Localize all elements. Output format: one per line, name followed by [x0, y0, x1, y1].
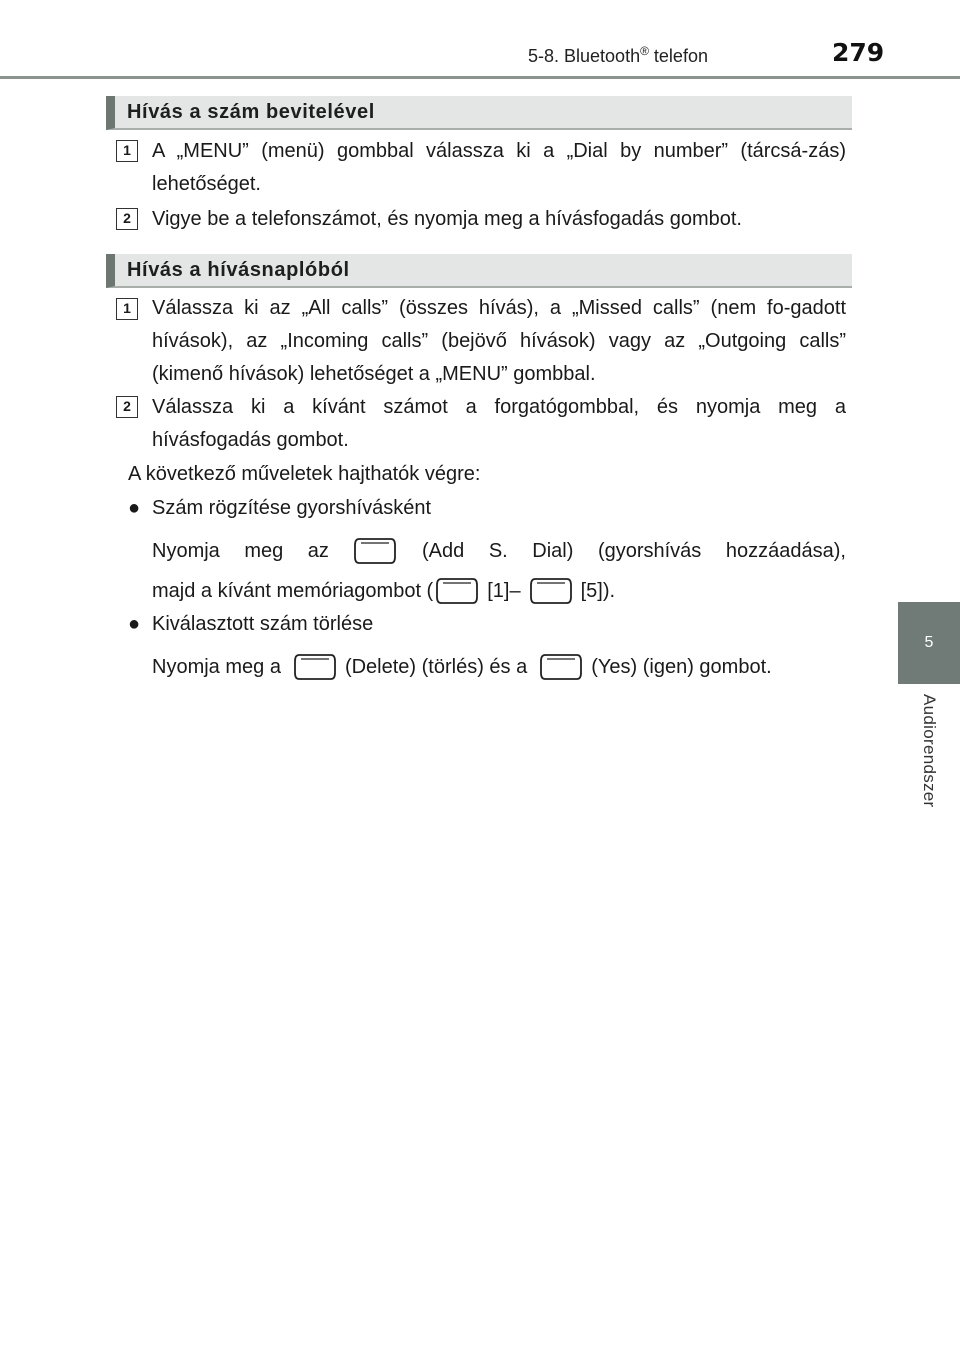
softkey-button-icon[interactable] — [435, 577, 479, 605]
section-heading-call-history — [106, 254, 852, 288]
step-text: Válassza ki az „All calls” (összes hívás), a „Missed calls” (nem fo-gadott hívások), az „Incoming calls” (bejövő hívások) vagy az „Outgoing calls” (kimenő hívások) lehetőséget a „MENU” gombbal. — [152, 297, 846, 385]
registered-mark: ® — [640, 44, 649, 58]
step-badge: 1 — [116, 140, 138, 162]
operation-instruction-line — [152, 650, 846, 684]
softkey-button-icon[interactable] — [353, 537, 397, 565]
section-header — [528, 44, 708, 67]
header-rule — [0, 76, 960, 79]
text-segment: Nyomja meg a — [152, 656, 281, 678]
operations-intro: A következő műveletek hajthatók végre: — [128, 463, 481, 485]
operation-instruction-line — [152, 574, 846, 608]
section-header-prefix: 5-8. Bluetooth — [528, 46, 641, 66]
text-segment: [5]). — [580, 580, 616, 602]
word: Nyomja — [152, 540, 220, 562]
chapter-label-text: Audiorendszer — [920, 694, 939, 808]
operation-title: Szám rögzítése gyorshívásként — [152, 497, 432, 519]
softkey-button-icon[interactable] — [293, 653, 337, 681]
page-number: 279 — [832, 38, 885, 67]
step-badge: 2 — [116, 396, 138, 418]
section-title: Hívás a hívásnaplóból — [127, 259, 350, 281]
word: (gyorshívás — [597, 540, 702, 562]
section-title: Hívás a szám bevitelével — [127, 101, 375, 123]
bullet-icon: ● — [128, 613, 141, 635]
chapter-label — [898, 694, 960, 834]
bullet-icon: ● — [128, 497, 141, 519]
text-segment: (Delete) (törlés) és a — [344, 656, 528, 678]
step-badge: 1 — [116, 298, 138, 320]
word: meg — [244, 540, 284, 562]
softkey-button-icon[interactable] — [529, 577, 573, 605]
softkey-button-icon[interactable] — [539, 653, 583, 681]
step-text: A „MENU” (menü) gombbal válassza ki a „Dial by number” (tárcsá-zás) lehetőséget. — [152, 140, 846, 195]
word: az — [307, 540, 329, 562]
word: Dial) — [532, 540, 574, 562]
text-segment: (Yes) (igen) gombot. — [591, 656, 772, 678]
step-text: Válassza ki a kívánt számot a forgatógombbal, és nyomja meg a hívásfogadás gombot. — [152, 396, 846, 451]
word: (Add — [422, 540, 465, 562]
section-header-suffix: telefon — [648, 46, 708, 66]
step-text: Vigye be a telefonszámot, és nyomja meg a hívásfogadás gombot. — [152, 208, 742, 230]
word: S. — [488, 540, 508, 562]
section-heading-dial-number — [106, 96, 852, 130]
operation-title: Kiválasztott szám törlése — [152, 613, 374, 635]
word: hozzáadása), — [725, 540, 846, 562]
step-badge: 2 — [116, 208, 138, 230]
chapter-tab[interactable]: 5 — [898, 602, 960, 684]
text-segment: majd a kívánt memóriagombot ( — [152, 580, 434, 602]
text-segment: [1]– — [487, 580, 521, 602]
operation-instruction-line — [152, 534, 846, 568]
